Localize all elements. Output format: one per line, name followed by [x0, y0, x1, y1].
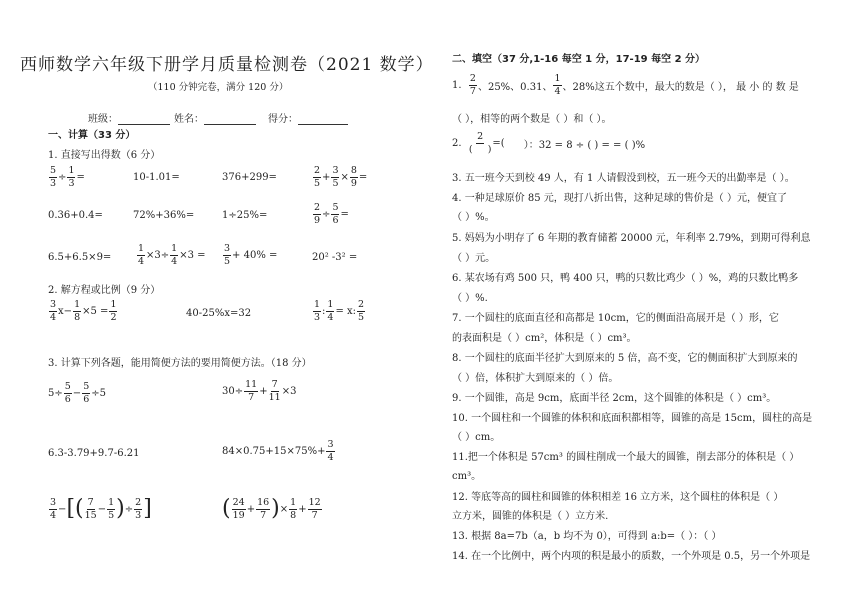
fill-12b: 立方米，圆锥的体积是（ ）立方米.: [452, 511, 609, 522]
q3-item-a: 5÷ $\frac{5}{6}$ − $\frac{5}{6}$ ÷5: [48, 381, 106, 405]
fill-12: 12. 等底等高的圆柱和圆锥的体积相差 16 立方米，这个圆柱的体积是（ ）: [452, 492, 784, 503]
fill-14: 14. 在一个比例中，两个内项的积是最小的质数，一个外项是 0.5，另一个外项是: [452, 551, 811, 562]
fill-8: 8. 一个圆柱的底面半径扩大到原来的 5 倍，高不变，它的侧面积扩大到原来的: [452, 353, 798, 364]
fill-2: 2. $\frac{2}{( )}$ =( ）：32 = 8 ÷ ( ) = = ( )%: [452, 131, 646, 155]
q3-item-c: 6.3-3.79+9.7-6.21: [48, 448, 140, 459]
q3-item-f: ( $\frac{24}{19}$ + $\frac{16}{7}$ ) × $\frac{1}{8}$ + $\frac{12}{7}$: [222, 496, 321, 521]
fill-6: 6. 某农场有鸡 500 只，鸭 400 只，鸭的只数比鸡少（ ）%，鸡的只数比鸭多: [452, 273, 799, 284]
score-label: 得分：: [268, 114, 298, 125]
exam-subtitle: （110 分钟完卷，满分 120 分）: [148, 82, 289, 93]
fill-4: 4. 一种足球原价 85 元，现打八折出售，这种足球的售价是（ ）元，便宜了: [452, 193, 787, 204]
fill-3: 3. 五一班今天到校 49 人，有 1 人请假没到校，五一班今天的出勤率是（ ）。: [452, 173, 795, 184]
q1-item-g: 1÷25%=: [222, 210, 268, 221]
q1-item-f: 72%+36%=: [133, 210, 195, 221]
q3-title: 3. 计算下列各题，能用简便方法的要用简便方法。（18 分）: [48, 358, 312, 369]
fill-13: 13. 根据 8a=7b（a，b 均不为 0），可得到 a:b=（ ）：（ ）: [452, 531, 722, 542]
fill-10: 10. 一个圆柱和一个圆锥的体积和底面积都相等，圆锥的高是 15cm，圆柱的高是: [452, 413, 813, 424]
name-label: 姓名：: [174, 114, 204, 125]
fill-6b: （ ）%.: [452, 293, 488, 304]
fill-1-line-2: （ ），相等的两个数是（ ）和（ ）。: [452, 114, 612, 125]
q2-item-a: $\frac{3}{4}$ x− $\frac{1}{8}$ ×5 = $\frac{1}{2}$: [50, 299, 117, 323]
q1-item-i: 6.5+6.5×9=: [48, 252, 112, 263]
q3-item-e: $\frac{3}{4}$ − [ ( $\frac{7}{15}$ − $\frac{1}{5}$ ) ÷ $\frac{2}{3}$ ]: [50, 496, 152, 521]
q3-item-d: 84×0.75+15×75%+ $\frac{3}{4}$: [222, 439, 334, 463]
q1-item-c: 376+299=: [222, 172, 277, 183]
q2-item-b: 40-25%x=32: [186, 308, 252, 319]
fill-7b: 的表面积是（ ）cm²，体积是（ ）cm³。: [452, 333, 637, 344]
fill-5b: （ ）元。: [452, 253, 496, 264]
q1-item-k: $\frac{3}{5}$ + 40% =: [224, 243, 278, 267]
score-blank[interactable]: [298, 113, 348, 125]
q1-item-j: $\frac{1}{4}$ ×3÷ $\frac{1}{4}$ ×3 =: [138, 243, 206, 267]
section-2-heading: 二、填空（37 分,1-16 每空 1 分，17-19 每空 2 分）: [452, 54, 706, 65]
fill-7: 7. 一个圆柱的底面直径和高都是 10cm，它的侧面沿高展开是（ ）形，它: [452, 313, 779, 324]
q2-item-c: $\frac{1}{3}$ : $\frac{1}{4}$ = x: $\frac{2}{5}$: [314, 299, 365, 323]
q1-item-a: $\frac{5}{3}$ ÷ $\frac{1}{3}$ =: [50, 165, 85, 189]
fill-11: 11.把一个体积是 57cm³ 的圆柱削成一个最大的圆锥，削去部分的体积是（ ）: [452, 452, 800, 463]
q1-item-l: 20² -3² =: [312, 252, 358, 263]
q1-item-d: $\frac{2}{5}$ + $\frac{3}{5}$ × $\frac{8}{9}$ =: [314, 165, 368, 189]
fill-10b: （ ）cm。: [452, 432, 501, 443]
q1-item-e: 0.36+0.4=: [48, 210, 103, 221]
q3-item-b: 30÷ $\frac{11}{7}$ + $\frac{7}{11}$ ×3: [222, 379, 297, 403]
name-blank[interactable]: [204, 113, 256, 125]
section-1-heading: 一、计算（33 分）: [48, 130, 136, 141]
fill-1-line-1: 1. $\frac{2}{7}$ 、25%、0.31、 $\frac{1}{4}$ 、28%这五个数中，最大的数是（ ）， 最 小 的 数 是: [452, 73, 799, 97]
fill-9: 9. 一个圆锥，高是 9cm，底面半径 2cm，这个圆锥的体积是（ ）cm³。: [452, 393, 777, 404]
class-field[interactable]: [88, 110, 170, 125]
q1-item-h: $\frac{2}{9}$ ÷ $\frac{5}{6}$ =: [314, 202, 349, 226]
page-title: 西师数学六年级下册学月质量检测卷（2021 数学）: [20, 55, 434, 75]
fill-11b: cm³。: [452, 471, 482, 482]
name-field[interactable]: [174, 110, 256, 125]
score-field[interactable]: [268, 110, 348, 125]
fill-8b: （ ）倍，体积扩大到原来的（ ）倍。: [452, 373, 619, 384]
fill-4b: （ ）%。: [452, 212, 495, 223]
q2-title: 2. 解方程或比例（9 分）: [48, 285, 161, 296]
class-blank[interactable]: [118, 113, 170, 125]
q1-title: 1. 直接写出得数（6 分）: [48, 150, 161, 161]
q1-item-b: 10-1.01=: [133, 172, 180, 183]
class-label: 班级：: [88, 114, 118, 125]
fill-5: 5. 妈妈为小明存了 6 年期的教育储蓄 20000 元，年利率 2.79%，到期可得利息: [452, 233, 811, 244]
